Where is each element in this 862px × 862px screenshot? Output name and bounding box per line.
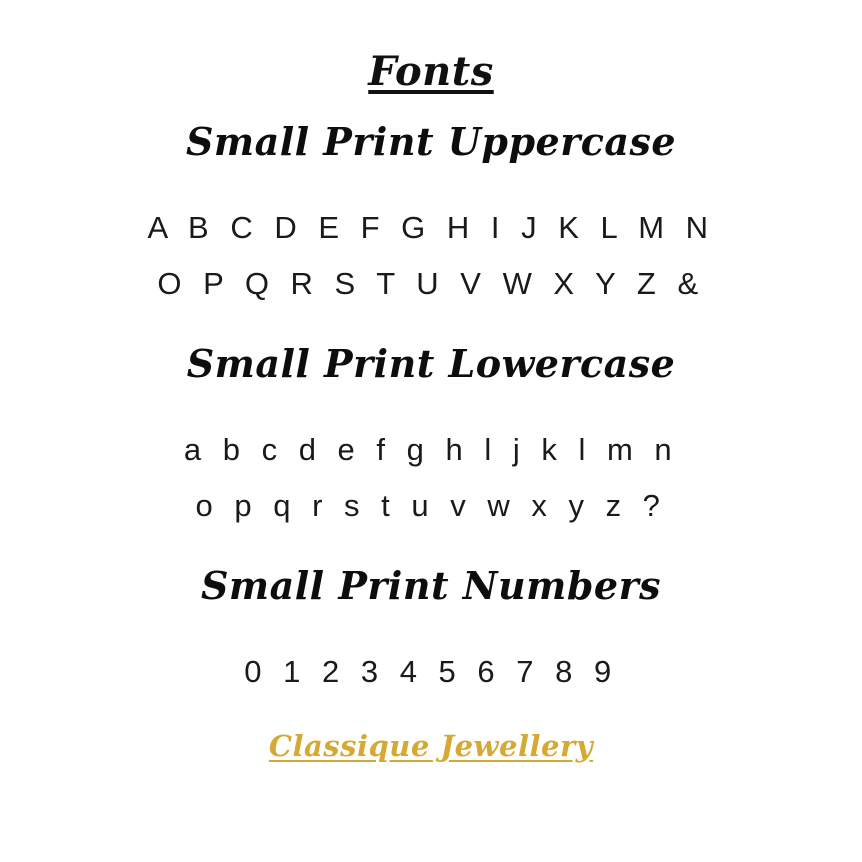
section-lowercase — [0, 340, 862, 523]
lowercase-glyph-line-1: a b c d e f g h l j k l m n — [183, 431, 679, 467]
section-heading-lowercase: Small Print Lowercase — [186, 340, 676, 386]
numbers-glyph-line-1: 0 1 2 3 4 5 6 7 8 9 — [244, 653, 618, 689]
page-title: Fonts — [368, 48, 494, 95]
brand-wordmark: Classique Jewellery — [268, 728, 594, 763]
section-uppercase — [0, 121, 862, 301]
section-heading-numbers: Small Print Numbers — [200, 562, 662, 608]
section-heading-uppercase: Small Print Uppercase — [185, 119, 677, 164]
lowercase-glyph-line-2: o p q r s t u v w x y z ? — [195, 487, 667, 523]
uppercase-glyph-line-1: A B C D E F G H I J K L M N — [147, 209, 715, 245]
uppercase-glyph-line-2: O P Q R S T U V W X Y Z & — [157, 265, 705, 301]
section-numbers — [0, 562, 862, 689]
